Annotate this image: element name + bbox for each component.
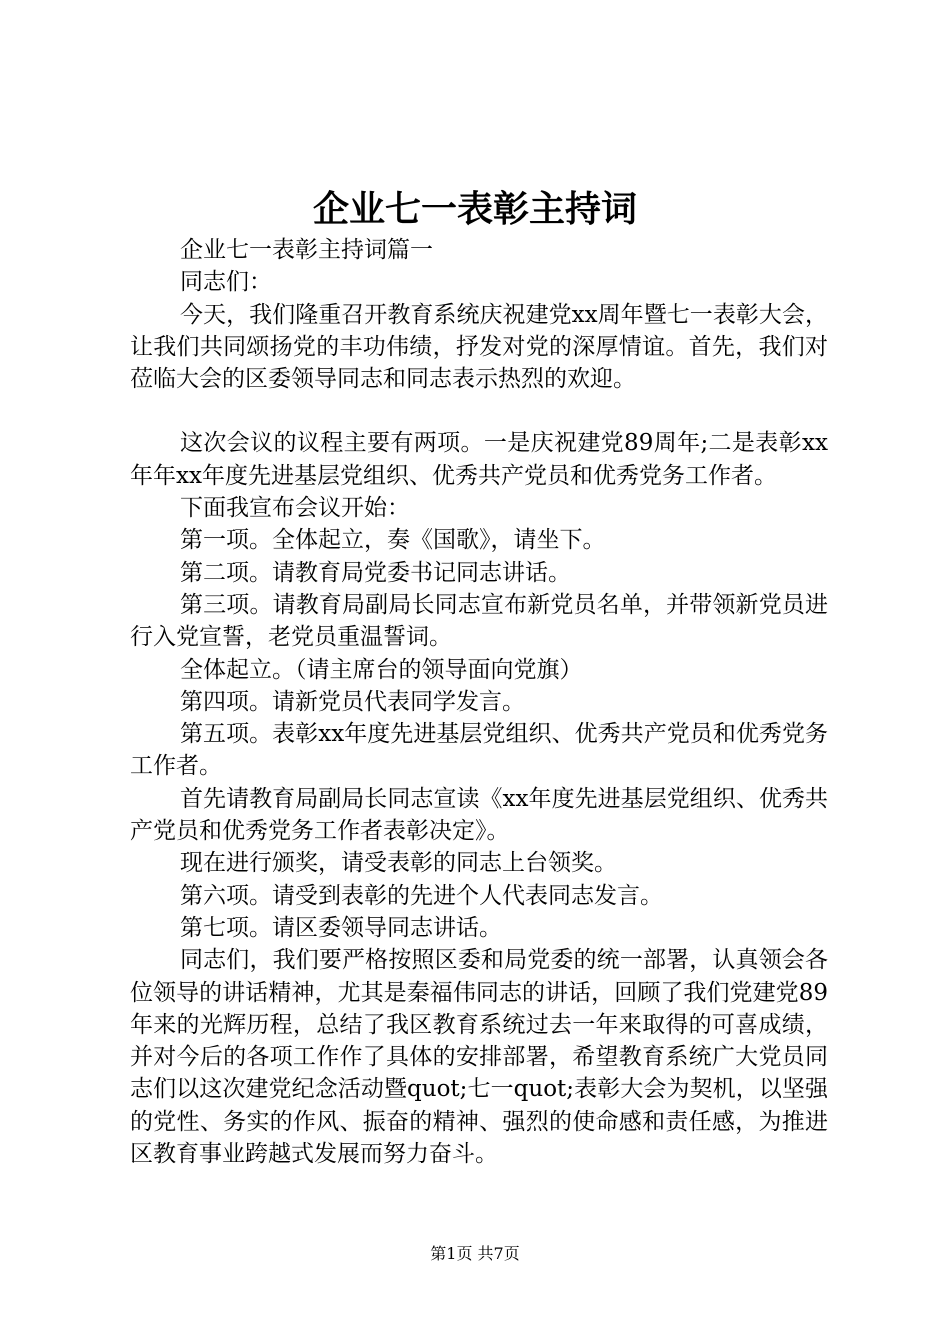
paragraph: 第六项。请受到表彰的先进个人代表同志发言。 [180, 882, 663, 909]
document-title: 企业七一表彰主持词 [312, 188, 637, 230]
paragraph: 下面我宣布会议开始： [180, 495, 410, 522]
paragraph: 同志们： [180, 269, 272, 296]
paragraph: 今天，我们隆重召开教育系统庆祝建党xx周年暨七一表彰大会，让我们共同颂扬党的丰功伟绩，抒发对党的深厚情谊。首先，我们对莅临大会的区委领导同志和同志表示热烈的欢迎。 [130, 301, 828, 393]
paragraph: 第四项。请新党员代表同学发言。 [180, 688, 525, 715]
document-body [130, 234, 828, 1170]
paragraph: 现在进行颁奖，请受表彰的同志上台领奖。 [180, 850, 617, 877]
paragraph: 第二项。请教育局党委书记同志讲话。 [180, 559, 571, 586]
paragraph: 企业七一表彰主持词篇一 [180, 237, 433, 263]
paragraph: 第五项。表彰xx年度先进基层党组织、优秀共产党员和优秀党务工作者。 [130, 721, 828, 780]
paragraph-gap [130, 395, 828, 427]
page-footer: 第1页 共7页 [430, 1244, 520, 1263]
paragraph: 首先请教育局副局长同志宣读《xx年度先进基层党组织、优秀共产党员和优秀党务工作者表彰决定》。 [130, 785, 828, 845]
paragraph: 第一项。全体起立，奏《国歌》，请坐下。 [180, 527, 606, 554]
paragraph: 第七项。请区委领导同志讲话。 [180, 914, 502, 941]
paragraph: 第三项。请教育局副局长同志宣布新党员名单，并带领新党员进行入党宣誓，老党员重温誓词。 [130, 591, 828, 651]
paragraph: 全体起立。（请主席台的领导面向党旗） [180, 656, 583, 683]
paragraph: 这次会议的议程主要有两项。一是庆祝建党89周年;二是表彰xx年年xx年度先进基层党组织、优秀共产党员和优秀党务工作者。 [130, 430, 828, 489]
paragraph: 同志们，我们要严格按照区委和局党委的统一部署，认真领会各位领导的讲话精神，尤其是秦福伟同志的讲话，回顾了我们党建党89年来的光辉历程，总结了我区教育系统过去一年来取得的可喜成绩，并对今后的各项工作作了具体的安排部署，希望教育系统广大党员同志们以这次建党纪念活动暨quot;七一quot;表彰大会为契机，以坚强的党性、务实的作风、振奋的精神、强烈的使命感和责任感，为推进区教育事业跨越式发展而努力奋斗。 [130, 947, 828, 1168]
